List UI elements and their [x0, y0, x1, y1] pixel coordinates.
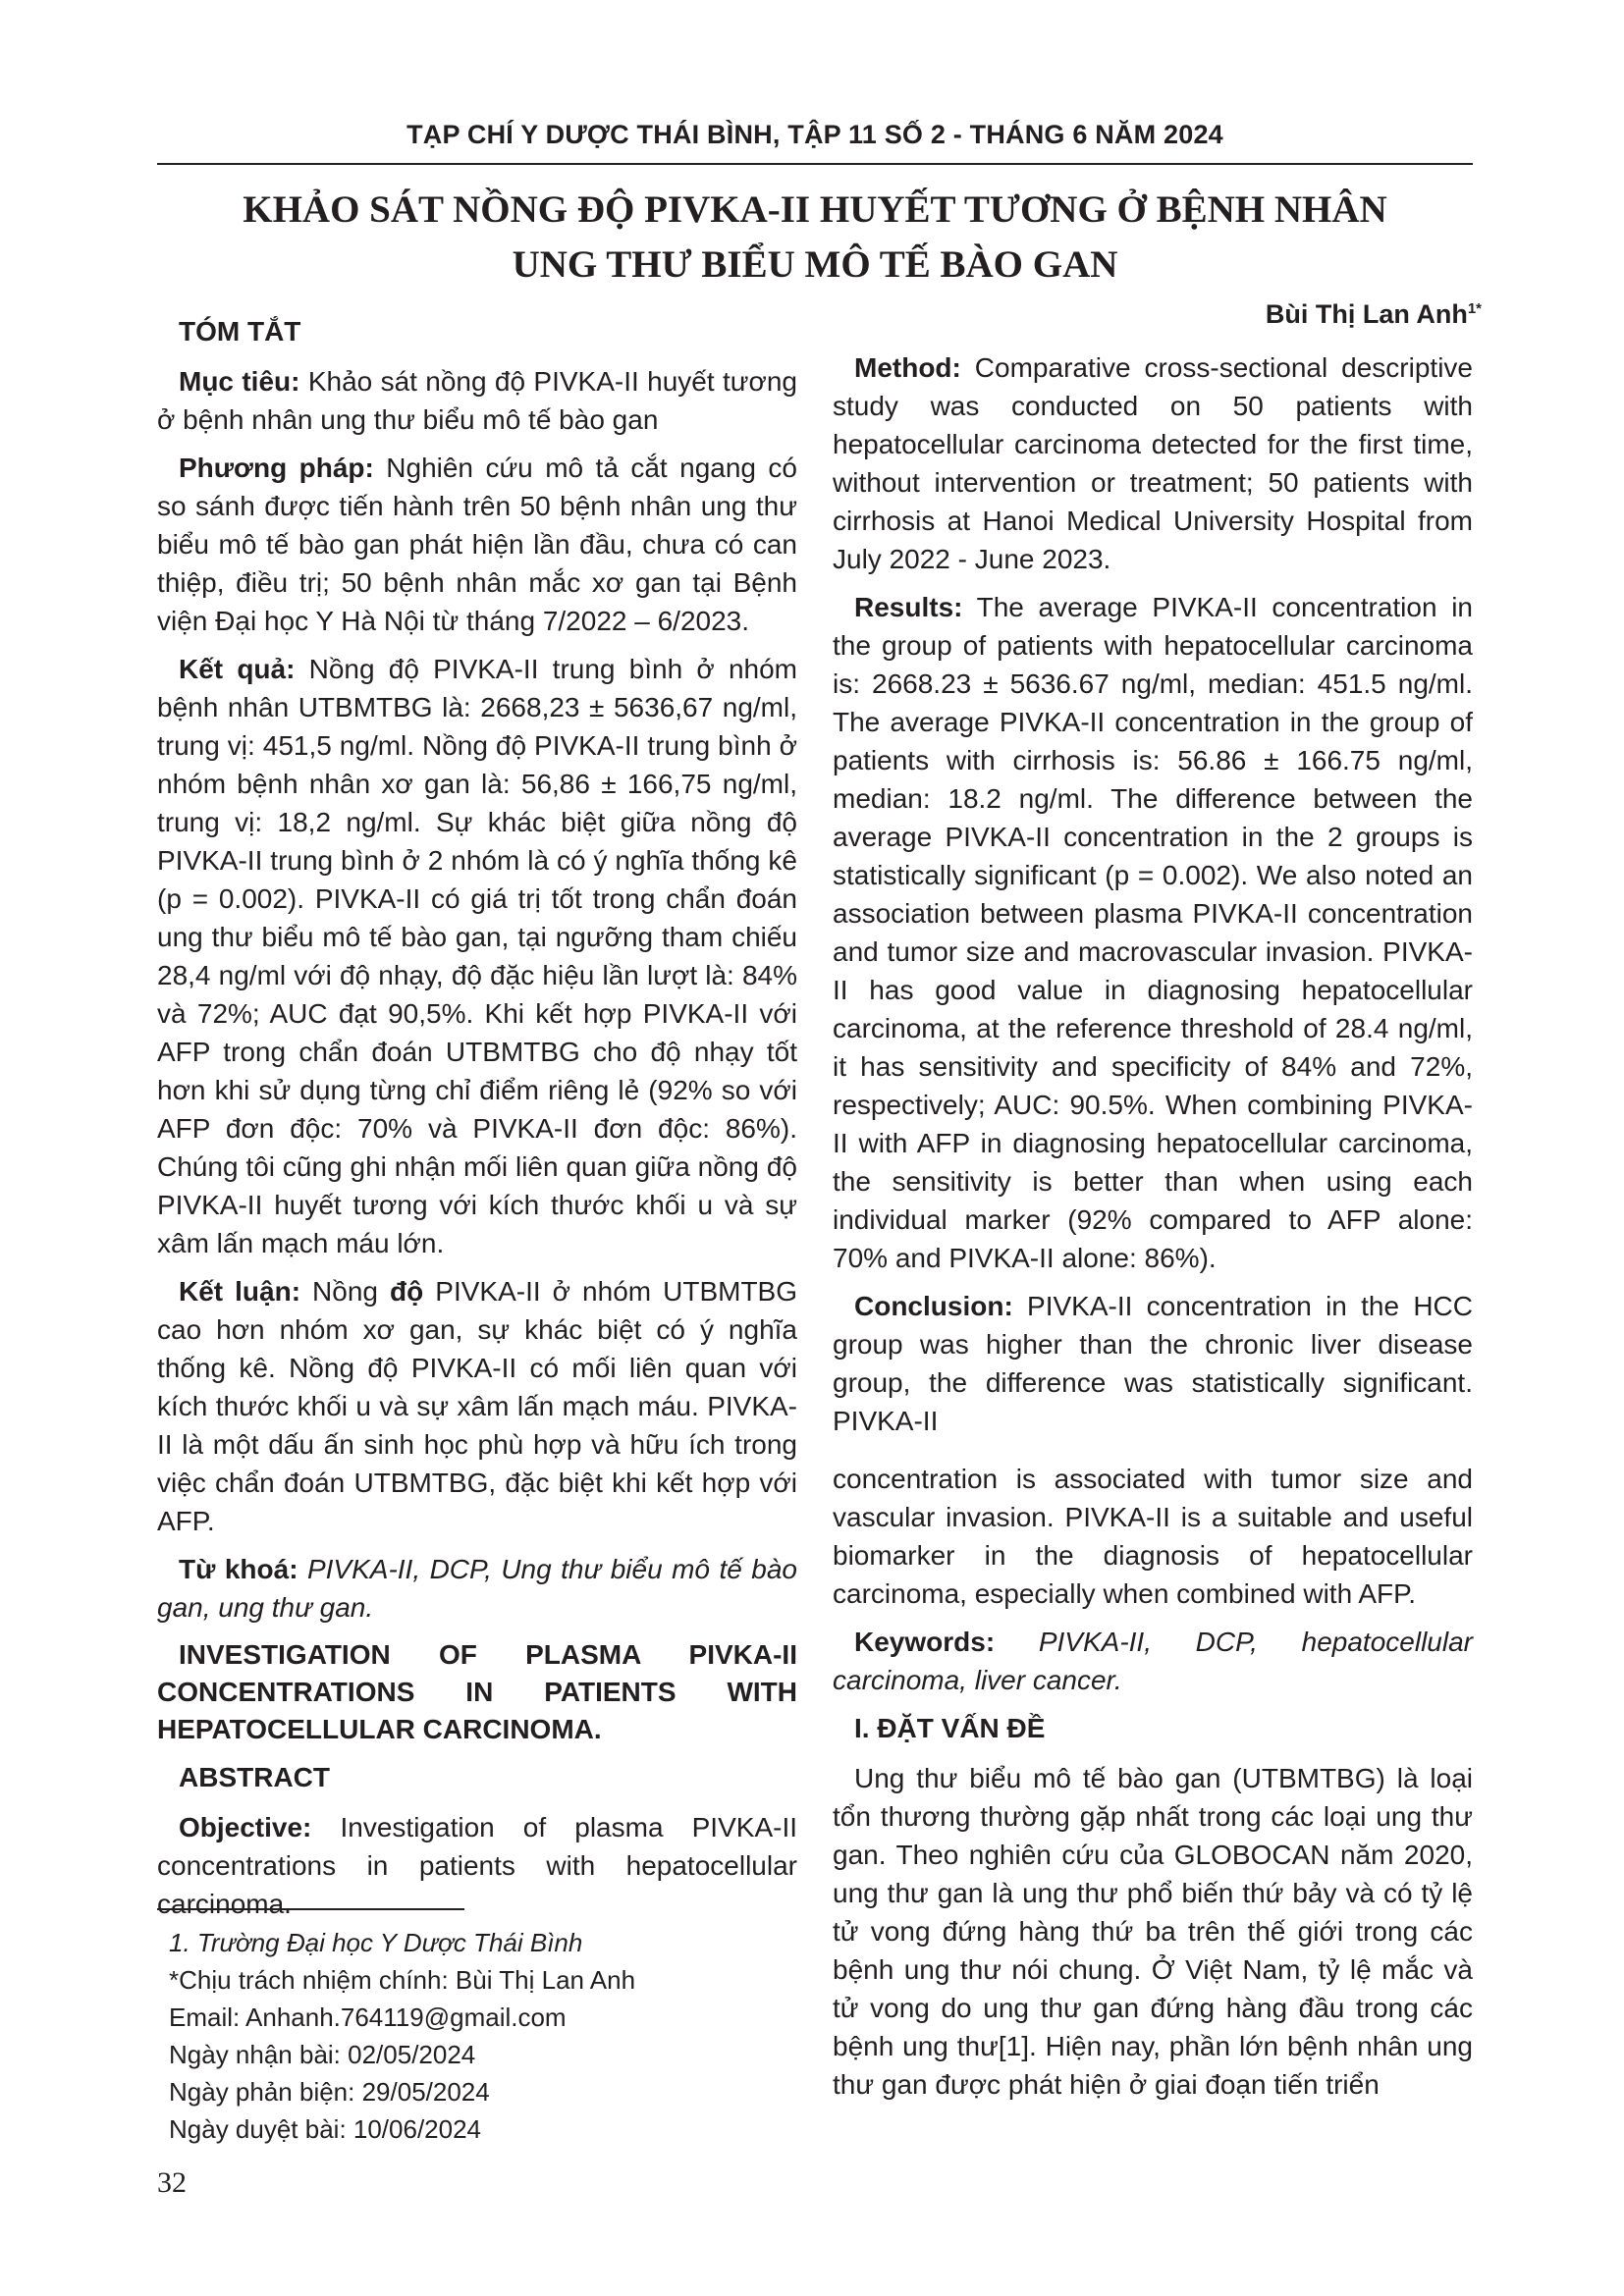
vn-conclusion-bold: độ	[390, 1276, 424, 1307]
en-objective	[157, 1808, 797, 1923]
article-title	[157, 183, 1473, 293]
journal-header: TẠP CHÍ Y DƯỢC THÁI BÌNH, TẬP 11 SỐ 2 - THÁNG 6 NĂM 2024	[406, 120, 1223, 149]
vn-conclusion	[157, 1272, 797, 1540]
header-divider	[157, 163, 1473, 165]
summary-heading: TÓM TẮT	[179, 316, 301, 347]
footnote-email: Email: Anhanh.764119@gmail.com	[169, 2002, 567, 2032]
en-keywords-label: Keywords:	[854, 1627, 996, 1657]
en-results	[833, 588, 1473, 1277]
footnotes	[169, 1924, 778, 2148]
vn-conclusion-label: Kết luận:	[179, 1276, 301, 1307]
author-name: Bùi Thị Lan Anh	[1265, 299, 1468, 329]
page-number: 32	[157, 2166, 187, 2199]
vn-conclusion-text-b: PIVKA-II ở nhóm UTBMTBG cao hơn nhóm xơ gan, sự khác biệt có ý nghĩa thống kê. Nồng độ PIVKA-II có mối liên quan với kích thước khối u và sự xâm lấn mạch máu. PIVKA-II là một dấu ấn sinh học phù hợp và hữu ích trong việc chẩn đoán UTBMTBG, đặc biệt khi kết hợp với AFP.	[157, 1276, 797, 1536]
vn-keywords-text: PIVKA-II, DCP, Ung thư biểu mô tế bào gan, ung thư gan.	[157, 1554, 797, 1623]
footnote-accepted: Ngày duyệt bài: 10/06/2024	[169, 2114, 482, 2144]
vn-objective	[157, 362, 797, 439]
left-column	[157, 304, 797, 1933]
en-results-text: The average PIVKA-II concentration in the group of patients with hepatocellular carcinoma is: 2668.23 ± 5636.67 ng/ml, median: 451.5 ng/ml. The average PIVKA-II concentration in the group of patients with cirrhosis is: 56.86 ± 166.75 ng/ml, median: 18.2 ng/ml. The difference between the average PIVKA-II concentration in the 2 groups is statistically significant (p = 0.002). We also noted an association between plasma PIVKA-II concentration and tumor size and macrovascular invasion. PIVKA-II has good value in diagnosing hepatocellular carcinoma, at the reference threshold of 28.4 ng/ml, it has sensitivity and specificity of 84% and 72%, respectively; AUC: 90.5%. When combining PIVKA-II with AFP in diagnosing hepatocellular carcinoma, the sensitivity is better than when using each individual marker (92% compared to AFP alone: 70% and PIVKA-II alone: 86%).	[833, 592, 1473, 1273]
vn-results-text: Nồng độ PIVKA-II trung bình ở nhóm bệnh nhân UTBMTBG là: 2668,23 ± 5636,67 ng/ml, trung vị: 451,5 ng/ml. Nồng độ PIVKA-II trung bình ở nhóm bệnh nhân xơ gan là: 56,86 ± 166,75 ng/ml, trung vị: 18,2 ng/ml. Sự khác biệt giữa nồng độ PIVKA-II trung bình ở 2 nhóm là có ý nghĩa thống kê (p = 0.002). PIVKA-II có giá trị tốt trong chẩn đoán ung thư biểu mô tế bào gan, tại ngưỡng tham chiếu 28,4 ng/ml với độ nhạy, độ đặc hiệu lần lượt là: 84% và 72%; AUC đạt 90,5%. Khi kết hợp PIVKA-II với AFP trong chẩn đoán UTBMTBG cho độ nhạy tốt hơn khi sử dụng từng chỉ điểm riêng lẻ (92% so với AFP đơn độc: 70% và PIVKA-II đơn độc: 86%). Chúng tôi cũng ghi nhận mối liên quan giữa nồng độ PIVKA-II huyết tương với kích thước khối u và sự xâm lấn mạch máu lớn.	[157, 654, 797, 1258]
vn-keywords	[157, 1550, 797, 1627]
vn-method	[157, 449, 797, 640]
footnote-divider	[157, 1908, 464, 1910]
vn-objective-text: Khảo sát nồng độ PIVKA-II huyết tương ở bệnh nhân ung thư biểu mô tế bào gan	[157, 366, 797, 435]
vn-results-label: Kết quả:	[179, 654, 296, 684]
en-method	[833, 348, 1473, 578]
footnote-received: Ngày nhận bài: 02/05/2024	[169, 2040, 476, 2069]
title-line-2: UNG THƯ BIỂU MÔ TẾ BÀO GAN	[512, 243, 1118, 286]
en-conclusion-continued: concentration is associated with tumor size and vascular invasion. PIVKA-II is a suitable and useful biomarker in the diagnosis of hepatocellular carcinoma, especially when combined with AFP.	[833, 1464, 1473, 1609]
en-objective-label: Objective:	[179, 1812, 312, 1842]
vn-method-label: Phương pháp:	[179, 453, 374, 483]
english-title: INVESTIGATION OF PLASMA PIVKA-II CONCENTRATIONS IN PATIENTS WITH HEPATOCELLULAR CARCINOMA.	[157, 1639, 797, 1744]
en-conclusion-text: PIVKA-II concentration in the HCC group was higher than the chronic liver disease group, the difference was statistically significant. PIVKA-II	[833, 1291, 1473, 1436]
en-method-text: Comparative cross-sectional descriptive study was conducted on 50 patients with hepatocellular carcinoma detected for the first time, without intervention or treatment; 50 patients with cirrhosis at Hanoi Medical University Hospital from July 2022 - June 2023.	[833, 352, 1473, 574]
vn-objective-label: Mục tiêu:	[179, 366, 300, 397]
intro-heading: I. ĐẶT VẤN ĐỀ	[854, 1713, 1046, 1743]
author-affiliation-mark: 1*	[1467, 300, 1482, 317]
vn-method-text: Nghiên cứu mô tả cắt ngang có so sánh được tiến hành trên 50 bệnh nhân ung thư biểu mô tế bào gan phát hiện lần đầu, chưa có can thiệp, điều trị; 50 bệnh nhân mắc xơ gan tại Bệnh viện Đại học Y Hà Nội từ tháng 7/2022 – 6/2023.	[157, 453, 797, 636]
footnote-reviewed: Ngày phản biện: 29/05/2024	[169, 2077, 490, 2107]
en-keywords	[833, 1623, 1473, 1699]
footnote-affiliation: 1. Trường Đại học Y Dược Thái Bình	[169, 1928, 583, 1957]
en-conclusion	[833, 1287, 1473, 1440]
abstract-heading: ABSTRACT	[179, 1762, 330, 1792]
intro-paragraph: Ung thư biểu mô tế bào gan (UTBMTBG) là loại tổn thương thường gặp nhất trong các loại ung thư gan. Theo nghiên cứu của GLOBOCAN năm 2020, ung thư gan là ung thư phổ biến thứ bảy và có tỷ lệ tử vong đứng hàng thứ ba trên thế giới trong các bệnh ung thư nói chung. Ở Việt Nam, tỷ lệ mắc và tử vong do ung thư gan đứng hàng đầu trong các bệnh ung thư[1]. Hiện nay, phần lớn bệnh nhân ung thư gan được phát hiện ở giai đoạn tiến triển	[833, 1763, 1473, 2100]
right-column	[833, 348, 1473, 2113]
en-results-label: Results:	[854, 592, 963, 622]
vn-keywords-label: Từ khoá:	[179, 1554, 298, 1584]
en-keywords-text: PIVKA-II, DCP, hepatocellular carcinoma, liver cancer.	[833, 1627, 1473, 1695]
vn-results	[157, 650, 797, 1262]
footnote-corresponding: *Chịu trách nhiệm chính: Bùi Thị Lan Anh	[169, 1965, 636, 1995]
en-method-label: Method:	[854, 352, 961, 383]
vn-conclusion-text-a: Nồng	[300, 1276, 391, 1307]
en-conclusion-label: Conclusion:	[854, 1291, 1013, 1321]
title-line-1: KHẢO SÁT NỒNG ĐỘ PIVKA-II HUYẾT TƯƠNG Ở BỆNH NHÂN	[243, 188, 1387, 231]
en-objective-text: Investigation of plasma PIVKA-II concentrations in patients with hepatocellular carcinoma.	[157, 1812, 797, 1919]
author	[1266, 299, 1482, 330]
